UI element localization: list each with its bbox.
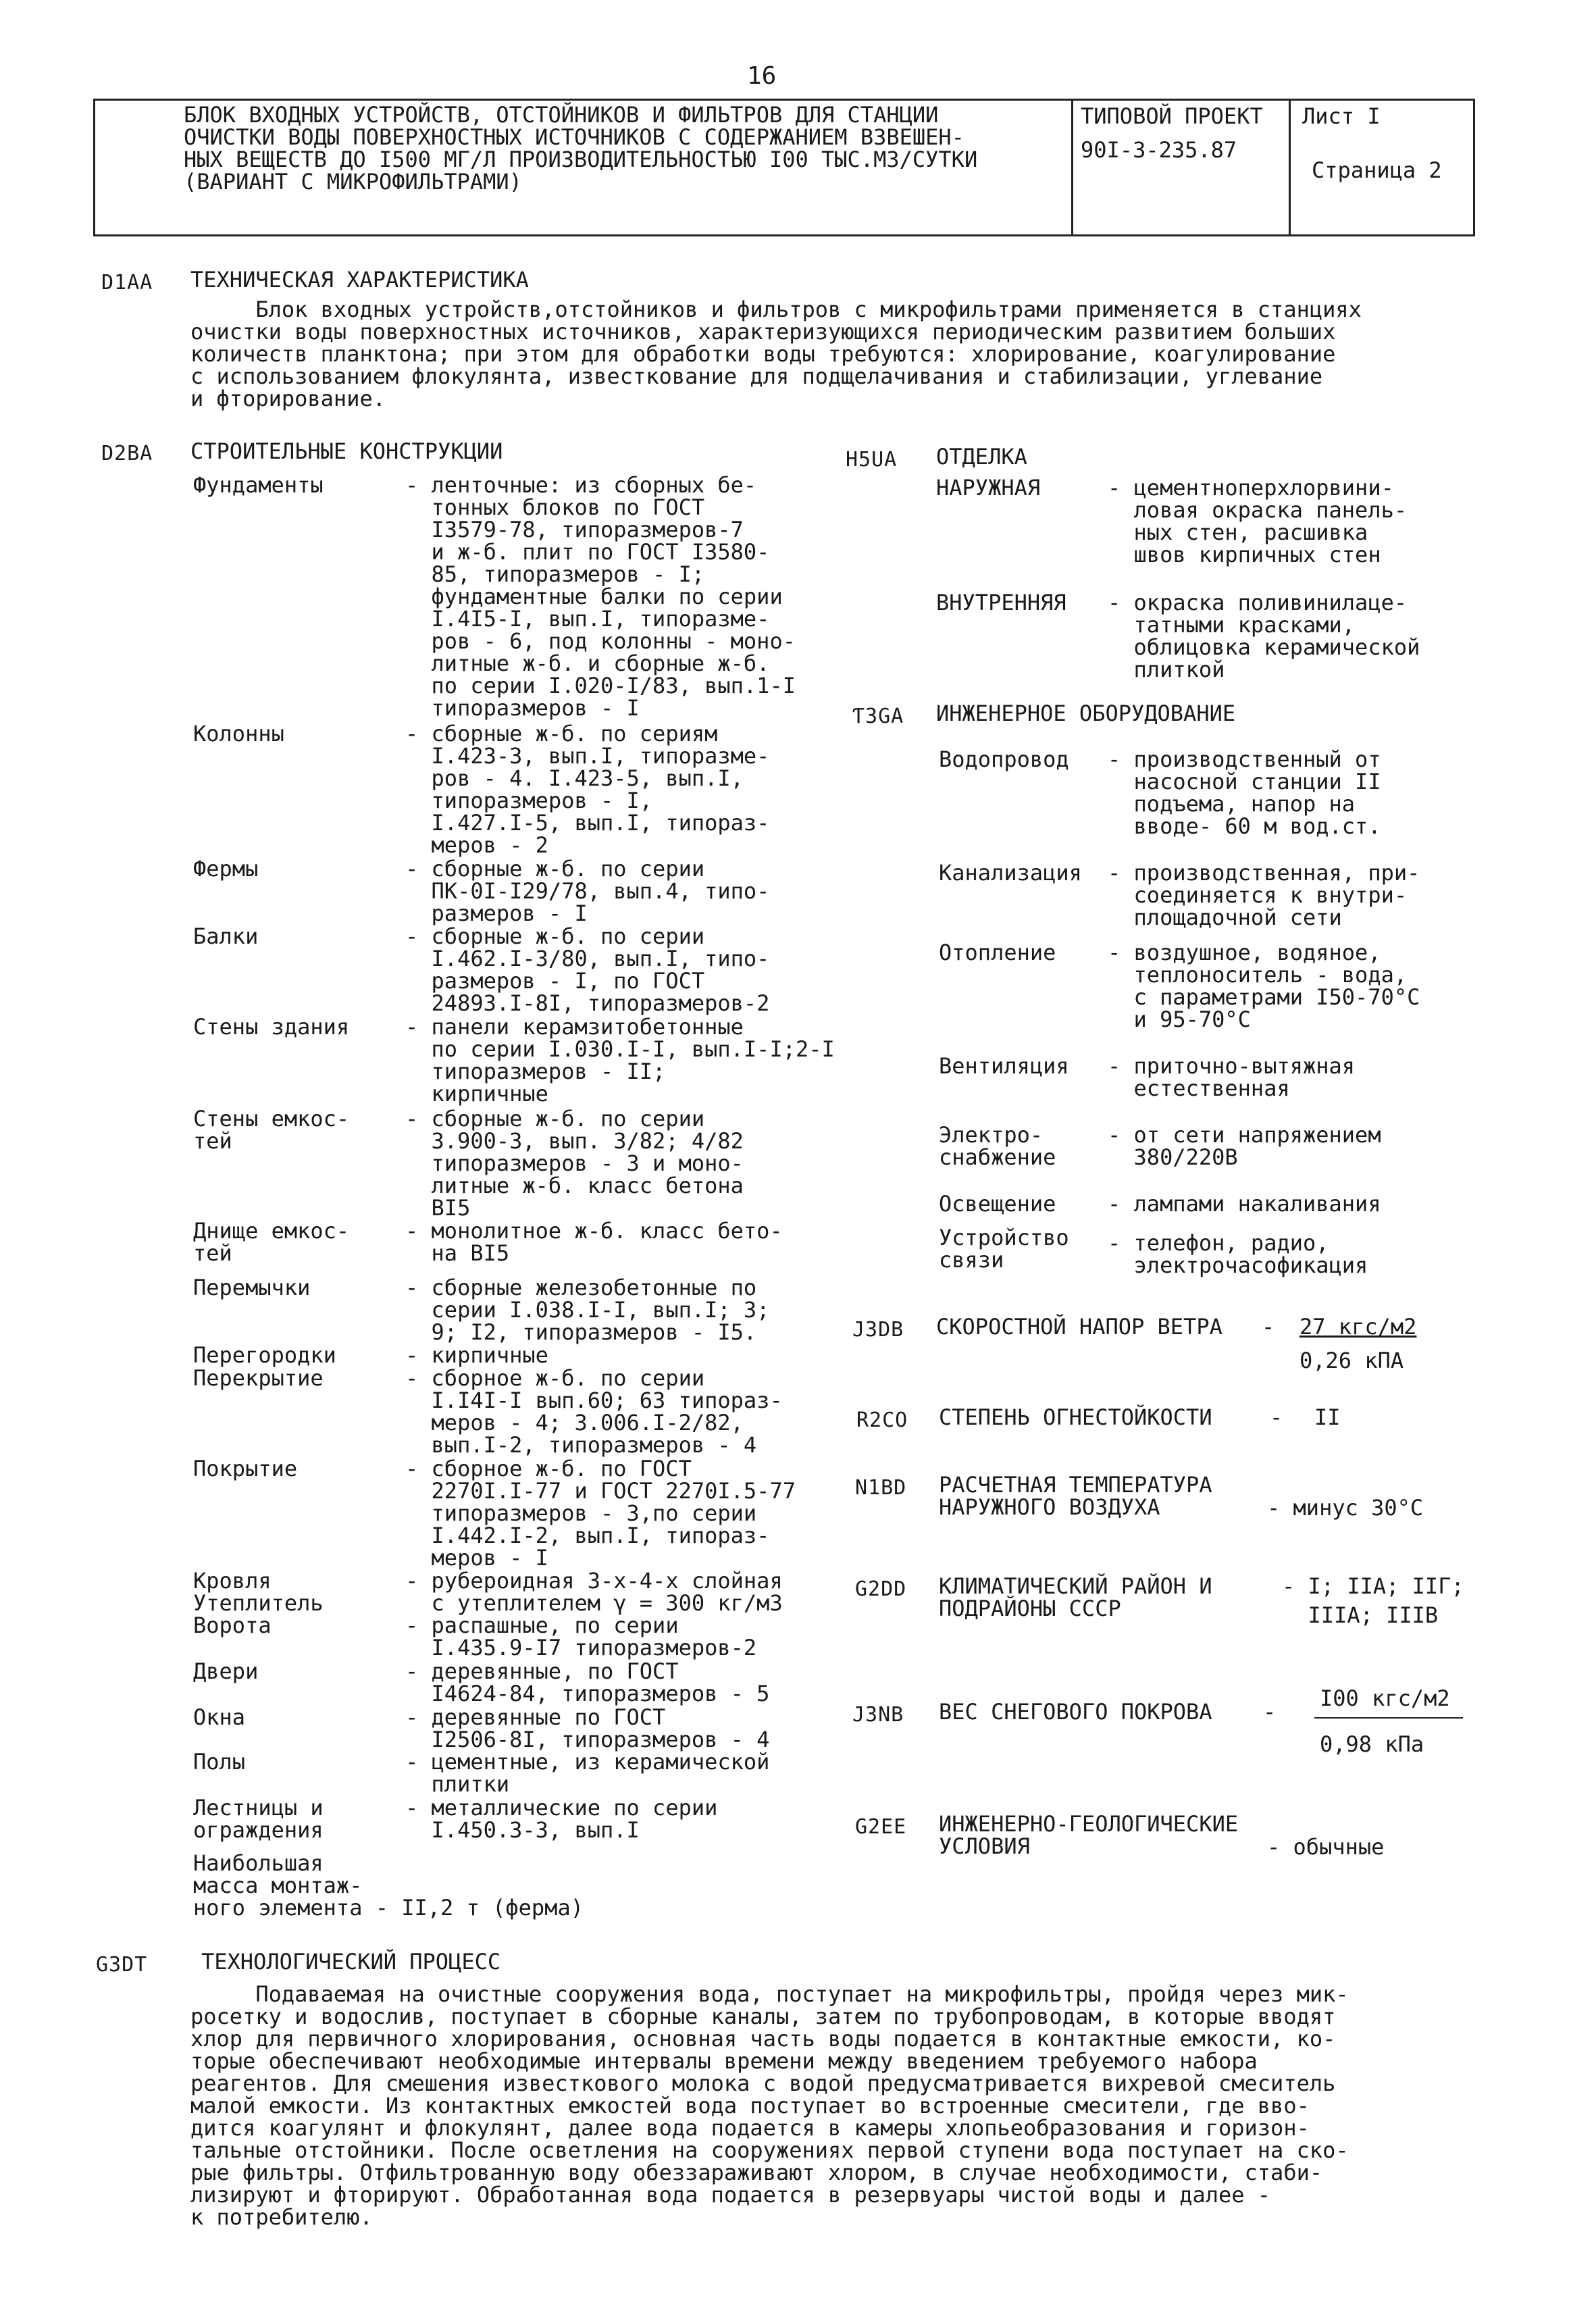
label-line: связи bbox=[939, 1247, 1004, 1273]
value-line: вводе- 60 м вод.ст. bbox=[1108, 813, 1381, 839]
title-line: (ВАРИАНТ С МИКРОФИЛЬТРАМИ) bbox=[184, 169, 522, 195]
sheet-label: Лист I bbox=[1302, 103, 1381, 129]
item-value bbox=[405, 1016, 835, 1105]
value-line: размеров - I, по ГОСТ bbox=[405, 968, 705, 994]
section-title bbox=[939, 1474, 1212, 1519]
document-title bbox=[184, 104, 977, 193]
title-line: ОЧИСТКИ ВОДЫ ПОВЕРХНОСТНЫХ ИСТОЧНИКОВ С СОДЕРЖАНИЕМ ВЗВЕШЕН- bbox=[184, 124, 964, 150]
value-line: - сборные ж-б. по серии bbox=[405, 856, 705, 882]
text-line: тальные отстойники. После осветления на сооружениях первой ступени вода поступает на ско- bbox=[190, 2137, 1349, 2163]
item-label: Балки bbox=[193, 923, 259, 949]
text-line: хлор для первичного хлорирования, основная часть воды подается в контактные емкости, ко- bbox=[190, 2026, 1336, 2052]
section-title: ТЕХНОЛОГИЧЕСКИЙ ПРОЦЕСС bbox=[201, 1949, 501, 1975]
value-line: - металлические по серии bbox=[405, 1795, 718, 1821]
value-line: ров - 6, под колонны - моно- bbox=[405, 628, 796, 654]
value-line: - цементные, из керамической bbox=[405, 1749, 770, 1775]
value-line: - окраска поливинилаце- bbox=[1108, 590, 1408, 615]
value-line: - деревянные по ГОСТ bbox=[405, 1704, 666, 1730]
section-title: ВЕС СНЕГОВОГО ПОКРОВА bbox=[939, 1699, 1212, 1725]
value-line: плиткой bbox=[1108, 657, 1225, 682]
value-line: меров - I bbox=[405, 1545, 548, 1571]
value-line: плитки bbox=[405, 1771, 510, 1797]
value-line: литные ж-б. класс бетона bbox=[405, 1173, 744, 1198]
text-line: торые обеспечивают необходимые интервалы времени между введением требуемого набора bbox=[190, 2048, 1258, 2074]
title-line: КЛИМАТИЧЕСКИЙ РАЙОН И bbox=[939, 1573, 1212, 1599]
text-line: с использованием флокулянта, известкование для подщелачивания и стабилизации, углевание bbox=[190, 363, 1323, 389]
item-label: Окна bbox=[193, 1704, 246, 1730]
value-line: типоразмеров - I bbox=[405, 695, 640, 721]
value-line: - производственная, при- bbox=[1108, 860, 1420, 886]
label-line: снабжение bbox=[939, 1144, 1056, 1170]
text-line: росетку и водослив, поступает в сборные каналы, затем по трубопроводам, в которые вводят bbox=[190, 2004, 1336, 2029]
item-label: Освещение bbox=[939, 1191, 1056, 1217]
value-line: кирпичные bbox=[405, 1081, 548, 1107]
title-line: НАРУЖНОГО ВОЗДУХА bbox=[939, 1494, 1160, 1520]
value-line: и 95-70°С bbox=[1108, 1007, 1251, 1032]
value-line: подъема, напор на bbox=[1108, 791, 1356, 817]
item-label: Перекрытие bbox=[193, 1365, 324, 1391]
value-line: I.4I5-I, вып.I, типоразме- bbox=[405, 606, 770, 632]
value-line: - сборные ж-б. по сериям bbox=[405, 721, 718, 746]
item-value bbox=[1108, 1232, 1368, 1277]
value-line: I.442.I-2, вып.I, типораз- bbox=[405, 1523, 770, 1548]
value-line: типоразмеров - II; bbox=[405, 1059, 666, 1084]
item-label bbox=[193, 1797, 324, 1841]
value-line: на BI5 bbox=[405, 1240, 510, 1266]
title-line: ПОДРАЙОНЫ СССР bbox=[939, 1596, 1121, 1621]
section-title bbox=[939, 1575, 1212, 1620]
item-value bbox=[405, 1706, 769, 1751]
value-line: меров - 4; 3.006.I-2/82, bbox=[405, 1410, 744, 1435]
dash: - bbox=[1262, 1314, 1275, 1340]
item-value bbox=[405, 1660, 769, 1705]
label-line: Электро- bbox=[939, 1122, 1044, 1148]
value-line: I.435.9-I7 типоразмеров-2 bbox=[405, 1635, 757, 1660]
project-label: ТИПОВОЙ ПРОЕКТ bbox=[1081, 103, 1263, 129]
tech-description bbox=[190, 299, 1362, 410]
text-line: лизируют и фторируют. Обработанная вода подается в резервуары чистой воды и далее - bbox=[190, 2182, 1271, 2208]
title-line: РАСЧЕТНАЯ ТЕМПЕРАТУРА bbox=[939, 1472, 1212, 1498]
value-line: электрочасофикация bbox=[1108, 1252, 1368, 1278]
item-label: Водопровод bbox=[939, 746, 1069, 772]
text-line: дится коагулянт и флокулянт, далее вода подается в камеры хлопьеобразования и горизон- bbox=[190, 2115, 1310, 2141]
dash: - bbox=[1270, 1404, 1283, 1430]
value-line: ловая окраска панель- bbox=[1108, 497, 1408, 523]
section-title: ТЕХНИЧЕСКАЯ ХАРАКТЕРИСТИКА bbox=[190, 267, 529, 293]
title-line: ИНЖЕНЕРНО-ГЕОЛОГИЧЕСКИЕ bbox=[939, 1811, 1239, 1837]
item-value bbox=[405, 723, 769, 857]
climate-value bbox=[1282, 1575, 1464, 1633]
value-line: I.427.I-5, вып.I, типораз- bbox=[405, 810, 770, 836]
fire-value: II bbox=[1314, 1404, 1341, 1430]
value-line: татными красками, bbox=[1108, 612, 1356, 638]
value-line: BI5 bbox=[405, 1195, 471, 1221]
section-title bbox=[939, 1813, 1238, 1858]
item-value bbox=[1108, 748, 1381, 838]
text-line: к потребителю. bbox=[190, 2204, 373, 2230]
label-line: Стены емкос- bbox=[193, 1106, 350, 1132]
item-label: Двери bbox=[193, 1658, 259, 1684]
page-number: 16 bbox=[747, 62, 777, 90]
text-line: количеств планктона; при этом для обработки воды требуются: хлорирование, коагулирование bbox=[190, 341, 1336, 367]
value-line: - воздушное, водяное, bbox=[1108, 940, 1381, 965]
item-label: Утеплитель bbox=[193, 1590, 324, 1616]
value-line: теплоноситель - вода, bbox=[1108, 962, 1408, 988]
label-line: ограждения bbox=[193, 1817, 324, 1843]
value-line: I3579-78, типоразмеров-7 bbox=[405, 517, 744, 542]
item-label: Вентиляция bbox=[939, 1053, 1069, 1079]
item-label bbox=[939, 1227, 1069, 1271]
snow-value-kpa: 0,98 кПа bbox=[1320, 1731, 1424, 1757]
value-line: I.I4I-I вып.60; 63 типораз- bbox=[405, 1388, 783, 1413]
max-mass bbox=[193, 1852, 584, 1919]
value-line: ных стен, расшивка bbox=[1108, 519, 1368, 545]
section-title: СТРОИТЕЛЬНЫЕ КОНСТРУКЦИИ bbox=[190, 438, 503, 464]
item-value bbox=[405, 1220, 783, 1265]
item-value bbox=[405, 1367, 783, 1456]
value-line: облицовка керамической bbox=[1108, 634, 1420, 660]
text-line: малой емкости. Из контактных емкостей вода поступает во встроенные смесители, где вво- bbox=[190, 2093, 1310, 2118]
text-line: реагентов. Для смешения известкового молока с водой предусматривается вихревой смеситель bbox=[190, 2070, 1336, 2096]
value-line: - I; IIA; IIГ; bbox=[1282, 1573, 1464, 1599]
value-line: и ж-б. плит по ГОСТ I3580- bbox=[405, 539, 770, 565]
item-value bbox=[405, 1612, 757, 1660]
text-line: и фторирование. bbox=[190, 386, 386, 411]
value-line: - приточно-вытяжная bbox=[1108, 1053, 1356, 1079]
item-label: Канализация bbox=[939, 860, 1082, 886]
value-line: 24893.I-8I, типоразмеров-2 bbox=[405, 990, 770, 1016]
item-label: Ворота bbox=[193, 1612, 272, 1638]
value-line: - производственный от bbox=[1108, 746, 1381, 772]
page-label: Страница 2 bbox=[1312, 157, 1442, 183]
item-value: - рубероидная 3-х-4-х слойная bbox=[405, 1568, 783, 1594]
value-line: швов кирпичных стен bbox=[1108, 542, 1381, 567]
item-value bbox=[405, 1797, 717, 1841]
label-line: Днище емкос- bbox=[193, 1218, 350, 1244]
value-line: меров - 2 bbox=[405, 832, 548, 858]
section-code: G2EE bbox=[855, 1815, 907, 1839]
value-line: ров - 4. I.423-5, вып.I, bbox=[405, 765, 744, 791]
item-label: Колонны bbox=[193, 721, 284, 746]
item-value bbox=[1108, 1124, 1381, 1169]
value-line: тонных блоков по ГОСТ bbox=[405, 494, 705, 520]
item-value bbox=[405, 1751, 769, 1796]
item-label: НАРУЖНАЯ bbox=[936, 475, 1041, 501]
temp-value: - минус 30°С bbox=[1267, 1495, 1424, 1521]
value-line: типоразмеров - 3 и моно- bbox=[405, 1150, 744, 1176]
value-line: IIIA; IIIВ bbox=[1282, 1602, 1439, 1628]
value-line: - распашные, по серии bbox=[405, 1612, 679, 1638]
item-label: Фундаменты bbox=[193, 472, 324, 498]
value-line: I.423-3, вып.I, типоразме- bbox=[405, 743, 770, 769]
section-code: J3DB bbox=[852, 1318, 904, 1342]
item-value bbox=[405, 1277, 769, 1344]
value-line: по серии I.020-I/83, вып.1-I bbox=[405, 673, 796, 698]
item-label: ВНУТРЕННЯЯ bbox=[936, 590, 1066, 615]
value-line: типоразмеров - I, bbox=[405, 788, 653, 813]
section-title: СКОРОСТНОЙ НАПОР ВЕТРА bbox=[936, 1314, 1222, 1340]
title-line: УСЛОВИЯ bbox=[939, 1833, 1030, 1859]
value-line: I2506-8I, типоразмеров - 4 bbox=[405, 1727, 770, 1752]
item-label: Перемычки bbox=[193, 1275, 311, 1300]
value-line: естественная bbox=[1108, 1075, 1290, 1101]
section-title: ИНЖЕНЕРНОЕ ОБОРУДОВАНИЕ bbox=[936, 701, 1236, 726]
section-title: ОТДЕЛКА bbox=[936, 444, 1027, 469]
value-line: I.462.I-3/80, вып.I, типо- bbox=[405, 946, 770, 971]
title-line: НЫХ ВЕЩЕСТВ ДО I500 МГ/Л ПРОИЗВОДИТЕЛЬНОСТЬЮ I00 ТЫС.М3/СУТКИ bbox=[184, 147, 978, 172]
value-line: I.450.3-3, вып.I bbox=[405, 1817, 640, 1843]
item-label bbox=[193, 1108, 349, 1152]
text-line: масса монтаж- bbox=[193, 1873, 363, 1898]
value-line: - сборное ж-б. по серии bbox=[405, 1365, 705, 1391]
value-line: вып.I-2, типоразмеров - 4 bbox=[405, 1432, 757, 1458]
snow-value-kgs: I00 кгс/м2 bbox=[1320, 1685, 1450, 1711]
section-title: СТЕПЕНЬ ОГНЕСТОЙКОСТИ bbox=[939, 1404, 1212, 1430]
value-line: 380/220В bbox=[1108, 1144, 1238, 1170]
label-line: тей bbox=[193, 1128, 232, 1154]
value-line: - сборные ж-б. по серии bbox=[405, 923, 705, 949]
section-code: Ƭ3GA bbox=[852, 705, 904, 728]
wind-value-kgs: 27 кгс/м2 bbox=[1299, 1314, 1417, 1340]
item-value: - лампами накаливания bbox=[1108, 1191, 1381, 1217]
item-value bbox=[405, 1458, 796, 1569]
item-label: Стены здания bbox=[193, 1014, 350, 1040]
value-line: фундаментные балки по серии bbox=[405, 584, 783, 609]
section-code: D1AA bbox=[101, 271, 153, 295]
label-line: тей bbox=[193, 1240, 232, 1266]
project-number: 90I-3-235.87 bbox=[1081, 137, 1237, 163]
value-line: типоразмеров - 3,по серии bbox=[405, 1500, 757, 1526]
section-code: G2DD bbox=[855, 1577, 907, 1601]
value-line: серии I.038.I-I, вып.I; 3; bbox=[405, 1297, 770, 1323]
section-code: G3DT bbox=[96, 1953, 148, 1977]
value-line: - цементноперхлорвини- bbox=[1108, 475, 1394, 501]
value-line: размеров - I bbox=[405, 900, 588, 926]
title-line: БЛОК ВХОДНЫХ УСТРОЙСТВ, ОТСТОЙНИКОВ И ФИЛЬТРОВ ДЛЯ СТАНЦИИ bbox=[184, 102, 939, 128]
item-value bbox=[405, 1108, 744, 1219]
value-line: соединяется к внутри- bbox=[1108, 882, 1408, 908]
item-label bbox=[939, 1124, 1056, 1169]
wind-value-kpa: 0,26 кПА bbox=[1299, 1348, 1404, 1373]
item-value bbox=[405, 925, 769, 1015]
value-line: - сборное ж-б. по ГОСТ bbox=[405, 1456, 692, 1481]
text-line: Блок входных устройств,отстойников и фильтров с микрофильтрами применяется в станциях bbox=[190, 297, 1362, 322]
item-value bbox=[1108, 477, 1407, 566]
value-line: - монолитное ж-б. класс бето- bbox=[405, 1218, 783, 1244]
label-line: Устройство bbox=[939, 1225, 1069, 1250]
value-line: площадочной сети bbox=[1108, 905, 1342, 930]
value-line: ПК-0I-I29/78, вып.4, типо- bbox=[405, 878, 770, 904]
geo-value: - обычные bbox=[1267, 1834, 1385, 1860]
item-label: Кровля bbox=[193, 1568, 272, 1594]
value-line: литные ж-б. и сборные ж-б. bbox=[405, 651, 770, 676]
value-line: по серии I.030.I-I, вып.I-I;2-I bbox=[405, 1036, 835, 1062]
process-description bbox=[190, 1983, 1349, 2229]
value-line: - ленточные: из сборных бе- bbox=[405, 472, 757, 498]
item-value bbox=[1108, 592, 1420, 681]
value-line: - сборные железобетонные по bbox=[405, 1275, 757, 1300]
value-line: - деревянные, по ГОСТ bbox=[405, 1658, 679, 1684]
value-line: - телефон, радио, bbox=[1108, 1230, 1329, 1256]
section-code: D2BA bbox=[101, 442, 153, 465]
value-line: - от сети напряжением bbox=[1108, 1122, 1381, 1148]
text-line: Подаваемая на очистные сооружения вода, поступает на микрофильтры, пройдя через мик- bbox=[190, 1981, 1349, 2007]
item-value bbox=[1108, 942, 1420, 1031]
section-code: H5UA bbox=[846, 448, 898, 472]
value-line: 85, типоразмеров - I; bbox=[405, 561, 705, 587]
item-label: Покрытие bbox=[193, 1456, 298, 1481]
dash: - bbox=[1263, 1699, 1277, 1725]
label-line: Лестницы и bbox=[193, 1795, 324, 1821]
item-value: с утеплителем γ = 300 кг/м3 bbox=[405, 1590, 783, 1616]
text-line: очистки воды поверхностных источников, характеризующихся периодическим развитием больших bbox=[190, 319, 1336, 345]
value-line: насосной станции II bbox=[1108, 769, 1381, 794]
section-code: R2CO bbox=[856, 1408, 908, 1432]
item-label: Полы bbox=[193, 1749, 246, 1775]
value-line: I4624-84, типоразмеров - 5 bbox=[405, 1681, 770, 1706]
item-label: Фермы bbox=[193, 856, 259, 882]
value-line: - панели керамзитобетонные bbox=[405, 1014, 744, 1040]
value-line: 9; I2, типоразмеров - I5. bbox=[405, 1319, 757, 1345]
item-value bbox=[1108, 1055, 1355, 1100]
item-label: Перегородки bbox=[193, 1342, 336, 1368]
section-code: J3NB bbox=[852, 1703, 904, 1727]
item-label bbox=[193, 1220, 349, 1265]
value-line: 2270I.I-77 и ГОСТ 2270I.5-77 bbox=[405, 1478, 796, 1504]
item-value bbox=[405, 858, 769, 925]
section-code: N1BD bbox=[855, 1476, 907, 1500]
item-value bbox=[1108, 862, 1420, 929]
value-line: - сборные ж-б. по серии bbox=[405, 1106, 705, 1132]
text-line: рые фильтры. Отфильтрованную воду обеззараживают хлором, в случае необходимости, стаби- bbox=[190, 2160, 1323, 2185]
text-line: Наибольшая bbox=[193, 1850, 324, 1876]
item-value bbox=[405, 474, 796, 719]
text-line: ного элемента - II,2 т (ферма) bbox=[193, 1895, 584, 1921]
item-label: Отопление bbox=[939, 940, 1056, 965]
value-line: 3.900-3, вып. 3/82; 4/82 bbox=[405, 1128, 744, 1154]
item-value: - кирпичные bbox=[405, 1342, 548, 1368]
value-line: с параметрами I50-70°С bbox=[1108, 984, 1420, 1010]
